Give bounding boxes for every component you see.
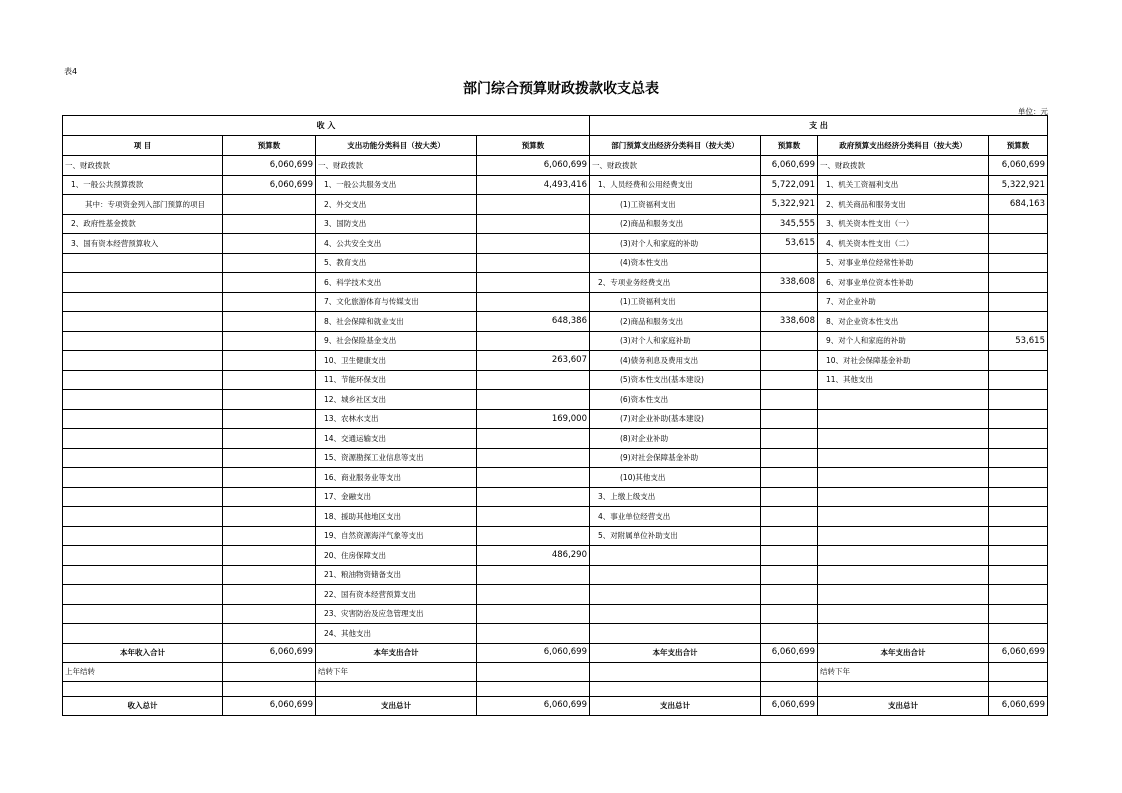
table-cell [818, 429, 989, 449]
table-cell: (3)对个人和家庭补助 [590, 331, 761, 351]
table-cell [63, 370, 223, 390]
table-cell [989, 604, 1048, 624]
table-cell [63, 448, 223, 468]
table-cell: 4、公共安全支出 [316, 234, 477, 254]
table-cell: (1)工资福利支出 [590, 292, 761, 312]
unit-label: 单位：元 [1018, 107, 1048, 116]
table-cell: 13、农林水支出 [316, 409, 477, 429]
table-cell: 3、国有资本经营预算收入 [63, 234, 223, 254]
table-cell [477, 195, 590, 215]
table-cell: 21、粮油物资储备支出 [316, 565, 477, 585]
table-cell [989, 234, 1048, 254]
table-cell [63, 331, 223, 351]
table-row [63, 312, 1048, 332]
table-cell: 6,060,699 [761, 643, 818, 662]
table-cell [223, 448, 316, 468]
table-cell: 本年支出合计 [590, 643, 761, 662]
table-cell: 5、对附属单位补助支出 [590, 526, 761, 546]
table-cell: 6、对事业单位资本性补助 [818, 273, 989, 293]
table-cell [63, 351, 223, 371]
col-header-gov-econ-class: 政府预算支出经济分类科目（按大类） [818, 136, 989, 156]
table-cell: 5、教育支出 [316, 253, 477, 273]
table-cell [477, 585, 590, 605]
table-cell: 8、对企业资本性支出 [818, 312, 989, 332]
table-cell: 10、对社会保障基金补助 [818, 351, 989, 371]
table-cell [761, 624, 818, 644]
table-cell: 9、对个人和家庭的补助 [818, 331, 989, 351]
table-cell [989, 507, 1048, 527]
table-cell: (1)工资福利支出 [590, 195, 761, 215]
table-cell: 169,000 [477, 409, 590, 429]
table-cell: 支出总计 [316, 696, 477, 715]
table-cell: 15、资源勘探工业信息等支出 [316, 448, 477, 468]
table-cell: 24、其他支出 [316, 624, 477, 644]
table-cell [223, 624, 316, 644]
table-cell [477, 565, 590, 585]
table-cell [63, 546, 223, 566]
table-cell [223, 468, 316, 488]
table-cell [761, 468, 818, 488]
table-cell [590, 662, 761, 681]
table-cell [590, 546, 761, 566]
table-cell [761, 662, 818, 681]
table-cell [477, 273, 590, 293]
table-cell [223, 409, 316, 429]
table-cell: (10)其他支出 [590, 468, 761, 488]
table-cell [818, 390, 989, 410]
table-row [63, 429, 1048, 449]
table-cell: 4、事业单位经营支出 [590, 507, 761, 527]
table-cell [477, 604, 590, 624]
table-cell [818, 604, 989, 624]
table-cell: 3、机关资本性支出（一） [818, 214, 989, 234]
expense-super-header: 支 出 [590, 116, 1048, 136]
table-cell [761, 253, 818, 273]
table-row [63, 546, 1048, 566]
table-cell [63, 585, 223, 605]
table-cell: 本年支出合计 [818, 643, 989, 662]
table-row [63, 390, 1048, 410]
table-cell [223, 565, 316, 585]
col-header-budget: 预算数 [761, 136, 818, 156]
table-cell: 2、机关商品和服务支出 [818, 195, 989, 215]
table-cell [223, 429, 316, 449]
table-cell: (2)商品和服务支出 [590, 312, 761, 332]
table-cell [590, 565, 761, 585]
table-cell [223, 662, 316, 681]
table-cell [223, 214, 316, 234]
table-row [63, 565, 1048, 585]
table-cell [223, 370, 316, 390]
table-row [63, 507, 1048, 527]
table-cell [63, 624, 223, 644]
table-cell: 263,607 [477, 351, 590, 371]
table-cell [63, 390, 223, 410]
table-cell: 5、对事业单位经常性补助 [818, 253, 989, 273]
table-row [63, 351, 1048, 371]
table-row [63, 409, 1048, 429]
table-cell: 5,322,921 [989, 175, 1048, 195]
table-cell: 6、科学技术支出 [316, 273, 477, 293]
table-row [63, 214, 1048, 234]
col-header-function-class: 支出功能分类科目（按大类） [316, 136, 477, 156]
table-cell: 6,060,699 [989, 696, 1048, 715]
table-cell [223, 195, 316, 215]
table-cell [477, 370, 590, 390]
table-cell: (9)对社会保障基金补助 [590, 448, 761, 468]
table-cell: 上年结转 [63, 662, 223, 681]
table-cell [477, 507, 590, 527]
table-cell [989, 273, 1048, 293]
table-cell [818, 448, 989, 468]
table-cell [761, 585, 818, 605]
table-cell [223, 312, 316, 332]
table-cell: 345,555 [761, 214, 818, 234]
table-cell [477, 448, 590, 468]
table-cell: 11、其他支出 [818, 370, 989, 390]
col-header-dept-econ-class: 部门预算支出经济分类科目（按大类） [590, 136, 761, 156]
table-cell: 6,060,699 [989, 643, 1048, 662]
table-cell [989, 253, 1048, 273]
table-cell [63, 253, 223, 273]
table-cell: 14、交通运输支出 [316, 429, 477, 449]
table-cell [761, 331, 818, 351]
table-cell: 12、城乡社区支出 [316, 390, 477, 410]
table-cell [761, 565, 818, 585]
table-cell [761, 429, 818, 449]
table-cell: 1、一般公共服务支出 [316, 175, 477, 195]
table-cell: (4)资本性支出 [590, 253, 761, 273]
table-row [63, 468, 1048, 488]
table-cell [989, 526, 1048, 546]
table-cell [590, 585, 761, 605]
table-cell [989, 565, 1048, 585]
table-cell [477, 429, 590, 449]
totals-row [63, 643, 1048, 662]
table-cell: 4、机关资本性支出（二） [818, 234, 989, 254]
table-cell: 支出总计 [818, 696, 989, 715]
table-cell: (8)对企业补助 [590, 429, 761, 449]
table-cell [223, 253, 316, 273]
table-cell: 22、国有资本经营预算支出 [316, 585, 477, 605]
table-cell [223, 234, 316, 254]
table-cell [761, 370, 818, 390]
table-cell [223, 331, 316, 351]
table-cell [63, 273, 223, 293]
table-row [63, 604, 1048, 624]
table-cell [223, 604, 316, 624]
table-cell: 8、社会保障和就业支出 [316, 312, 477, 332]
table-row [63, 156, 1048, 176]
table-cell [989, 214, 1048, 234]
table-cell: 5,722,091 [761, 175, 818, 195]
table-cell [477, 662, 590, 681]
table-cell [818, 487, 989, 507]
table-cell: 20、住房保障支出 [316, 546, 477, 566]
table-row [63, 585, 1048, 605]
table-cell [223, 526, 316, 546]
table-cell [761, 604, 818, 624]
table-cell: (3)对个人和家庭的补助 [590, 234, 761, 254]
table-row [63, 624, 1048, 644]
carry-row [63, 662, 1048, 681]
spacer-row [63, 681, 1048, 696]
table-cell [761, 507, 818, 527]
table-cell [989, 487, 1048, 507]
table-cell [989, 409, 1048, 429]
table-cell [761, 409, 818, 429]
table-cell [477, 253, 590, 273]
table-cell: 1、机关工资福利支出 [818, 175, 989, 195]
table-row [63, 448, 1048, 468]
table-cell [63, 565, 223, 585]
table-cell [818, 585, 989, 605]
table-cell: 7、文化旅游体育与传媒支出 [316, 292, 477, 312]
table-row [63, 487, 1048, 507]
table-cell: 18、援助其他地区支出 [316, 507, 477, 527]
table-cell [989, 624, 1048, 644]
table-cell [989, 292, 1048, 312]
table-cell: 53,615 [989, 331, 1048, 351]
page-title: 部门综合预算财政拨款收支总表 [463, 81, 659, 97]
table-cell [989, 662, 1048, 681]
table-cell: 338,608 [761, 312, 818, 332]
table-cell: 2、专项业务经费支出 [590, 273, 761, 293]
table-cell: 3、国防支出 [316, 214, 477, 234]
table-row [63, 175, 1048, 195]
table-cell [63, 429, 223, 449]
table-cell [761, 351, 818, 371]
table-cell [818, 546, 989, 566]
table-cell [761, 448, 818, 468]
table-cell [223, 390, 316, 410]
table-cell [477, 234, 590, 254]
table-cell: 23、灾害防治及应急管理支出 [316, 604, 477, 624]
table-cell [223, 507, 316, 527]
table-cell: 684,163 [989, 195, 1048, 215]
table-cell: 6,060,699 [477, 643, 590, 662]
table-cell [818, 507, 989, 527]
table-cell [223, 487, 316, 507]
table-row [63, 292, 1048, 312]
table-cell [477, 331, 590, 351]
table-cell: 结转下年 [818, 662, 989, 681]
table-cell [761, 292, 818, 312]
table-cell [761, 546, 818, 566]
grand-total-row [63, 696, 1048, 715]
table-cell: 2、外交支出 [316, 195, 477, 215]
table-cell: 11、节能环保支出 [316, 370, 477, 390]
table-cell [477, 487, 590, 507]
table-cell: 3、上缴上级支出 [590, 487, 761, 507]
table-cell: 6,060,699 [761, 156, 818, 176]
table-cell: 6,060,699 [477, 156, 590, 176]
table-cell: 结转下年 [316, 662, 477, 681]
table-cell: 6,060,699 [989, 156, 1048, 176]
budget-table [62, 115, 1048, 716]
table-cell [477, 526, 590, 546]
table-cell: 6,060,699 [223, 696, 316, 715]
col-header-item: 项 目 [63, 136, 223, 156]
table-row [63, 331, 1048, 351]
table-cell: 支出总计 [590, 696, 761, 715]
table-cell: 19、自然资源海洋气象等支出 [316, 526, 477, 546]
table-cell: 6,060,699 [477, 696, 590, 715]
table-row [63, 253, 1048, 273]
table-cell [818, 565, 989, 585]
table-cell: 6,060,699 [223, 156, 316, 176]
table-cell [989, 546, 1048, 566]
table-cell [761, 390, 818, 410]
table-cell: (4)债务利息及费用支出 [590, 351, 761, 371]
table-cell [818, 468, 989, 488]
table-cell [989, 585, 1048, 605]
table-cell [63, 409, 223, 429]
table-cell [989, 370, 1048, 390]
table-cell [989, 351, 1048, 371]
table-cell [590, 604, 761, 624]
table-cell [223, 351, 316, 371]
table-cell [989, 448, 1048, 468]
table-tag: 表4 [64, 67, 78, 76]
table-cell [223, 292, 316, 312]
table-cell [818, 624, 989, 644]
table-cell: 一、财政拨款 [818, 156, 989, 176]
table-cell: 6,060,699 [761, 696, 818, 715]
income-super-header: 收 入 [63, 116, 590, 136]
table-cell: 本年收入合计 [63, 643, 223, 662]
table-cell: 1、一般公共预算拨款 [63, 175, 223, 195]
table-row [63, 273, 1048, 293]
table-cell: (2)商品和服务支出 [590, 214, 761, 234]
table-cell [477, 214, 590, 234]
table-cell [63, 292, 223, 312]
col-header-budget: 预算数 [477, 136, 590, 156]
table-cell: 收入总计 [63, 696, 223, 715]
table-cell [477, 390, 590, 410]
table-cell [818, 409, 989, 429]
col-header-budget: 预算数 [223, 136, 316, 156]
table-cell: 486,290 [477, 546, 590, 566]
table-cell [223, 585, 316, 605]
table-row [63, 526, 1048, 546]
table-cell: 16、商业服务业等支出 [316, 468, 477, 488]
table-cell [223, 273, 316, 293]
table-cell [989, 468, 1048, 488]
table-cell [989, 312, 1048, 332]
table-cell: 53,615 [761, 234, 818, 254]
table-cell: 1、人员经费和公用经费支出 [590, 175, 761, 195]
table-cell [63, 526, 223, 546]
table-cell [477, 468, 590, 488]
table-row [63, 370, 1048, 390]
table-cell [989, 429, 1048, 449]
col-header-budget: 预算数 [989, 136, 1048, 156]
table-cell: 5,322,921 [761, 195, 818, 215]
table-cell [63, 604, 223, 624]
table-cell: (5)资本性支出(基本建设) [590, 370, 761, 390]
table-cell [63, 507, 223, 527]
table-cell: 9、社会保险基金支出 [316, 331, 477, 351]
table-cell: (7)对企业补助(基本建设) [590, 409, 761, 429]
table-cell: 本年支出合计 [316, 643, 477, 662]
table-cell: 10、卫生健康支出 [316, 351, 477, 371]
table-cell [477, 624, 590, 644]
table-cell [989, 390, 1048, 410]
table-cell [63, 487, 223, 507]
table-cell: 4,493,416 [477, 175, 590, 195]
table-cell: 6,060,699 [223, 175, 316, 195]
table-cell [223, 546, 316, 566]
table-row [63, 234, 1048, 254]
table-cell: 6,060,699 [223, 643, 316, 662]
table-cell: 一、财政拨款 [590, 156, 761, 176]
table-cell [761, 526, 818, 546]
table-cell: 其中：专项资金列入部门预算的项目 [63, 195, 223, 215]
table-cell [477, 292, 590, 312]
table-cell: 一、财政拨款 [316, 156, 477, 176]
table-cell: 338,608 [761, 273, 818, 293]
table-row [63, 195, 1048, 215]
table-cell: 7、对企业补助 [818, 292, 989, 312]
table-cell [63, 468, 223, 488]
table-cell [761, 487, 818, 507]
table-cell: 17、金融支出 [316, 487, 477, 507]
table-cell: 2、政府性基金拨款 [63, 214, 223, 234]
table-cell: 一、财政拨款 [63, 156, 223, 176]
table-cell [818, 526, 989, 546]
table-cell [63, 312, 223, 332]
table-cell: (6)资本性支出 [590, 390, 761, 410]
table-cell [590, 624, 761, 644]
table-cell: 648,386 [477, 312, 590, 332]
